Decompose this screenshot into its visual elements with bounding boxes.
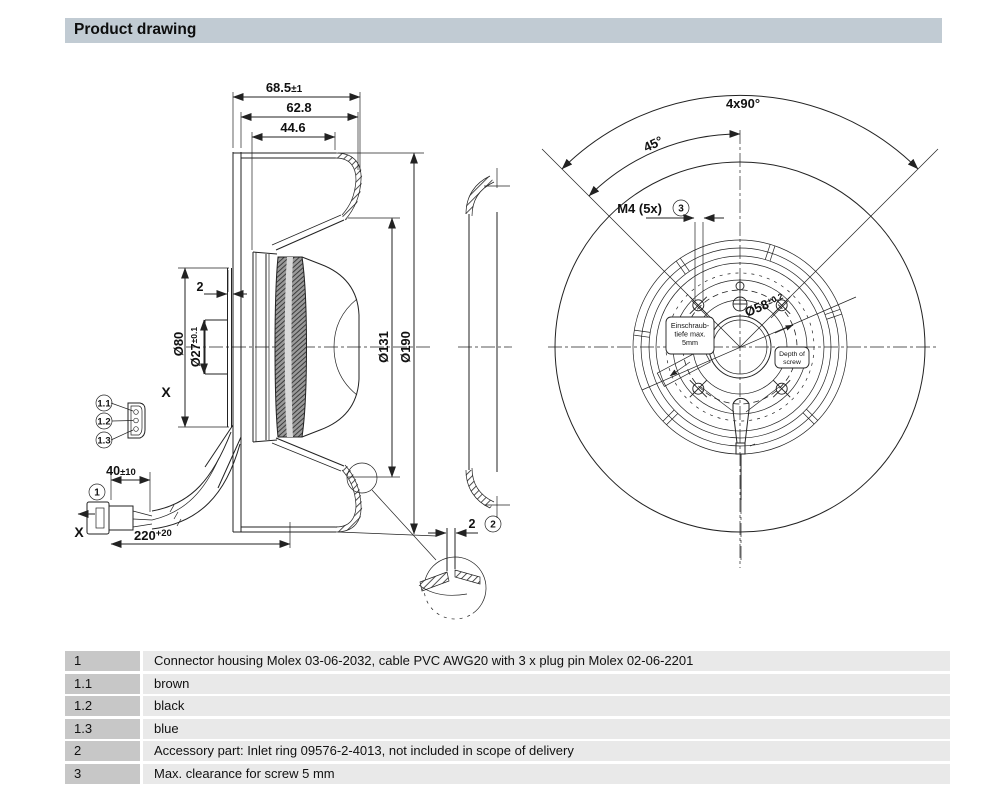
table-row xyxy=(65,764,950,784)
dim-45: 45° xyxy=(641,132,666,155)
dim-left-group xyxy=(171,268,247,427)
row-text: brown xyxy=(143,674,950,694)
row-text: Max. clearance for screw 5 mm xyxy=(143,764,950,784)
svg-text:3: 3 xyxy=(678,203,684,215)
detail-circle xyxy=(419,516,501,619)
dim-62.8: 62.8 xyxy=(286,100,312,115)
row-number: 1 xyxy=(65,651,140,671)
table-row xyxy=(65,741,950,761)
note-depth-of-screw xyxy=(775,347,809,368)
x-direction-label: X xyxy=(74,524,84,540)
page-title: Product drawing xyxy=(74,21,197,38)
front-view xyxy=(542,95,938,568)
row-number: 3 xyxy=(65,764,140,784)
row-text: Accessory part: Inlet ring 09576-2-4013, not included in scope of delivery xyxy=(143,741,950,761)
row-text: Connector housing Molex 03-06-2032, cable PVC AWG20 with 3 x plug pin Molex 02-06-2201 xyxy=(143,651,950,671)
dim-m4: M4 (5x) xyxy=(617,201,662,216)
connector-pin-detail xyxy=(96,384,171,448)
row-number: 2 xyxy=(65,741,140,761)
table-row xyxy=(65,651,950,671)
dim-2-plate: 2 xyxy=(196,280,204,294)
dim-d80: Ø80 xyxy=(171,331,186,357)
svg-text:5mm: 5mm xyxy=(682,338,698,347)
x-view-label: X xyxy=(161,384,171,400)
note-einschraub xyxy=(666,317,714,354)
dim-d131: Ø131 xyxy=(376,331,391,363)
cable-and-plug xyxy=(74,432,290,548)
svg-text:2: 2 xyxy=(490,519,496,531)
row-text: black xyxy=(143,696,950,716)
legend-table xyxy=(65,651,950,786)
product-drawing xyxy=(0,40,1000,660)
dim-d27: $Ø27^{\pm 0.1}$ xyxy=(189,326,203,368)
svg-text:1: 1 xyxy=(94,487,100,499)
row-number: 1.3 xyxy=(65,719,140,739)
svg-text:1.1: 1.1 xyxy=(97,398,111,410)
dim-4x90: 4x90° xyxy=(725,96,761,111)
svg-text:1.3: 1.3 xyxy=(97,435,111,447)
dim-44.6: 44.6 xyxy=(280,120,306,135)
screw-icon xyxy=(690,380,707,397)
table-row xyxy=(65,674,950,694)
table-row xyxy=(65,719,950,739)
dim-d58: $Ø58^{\pm 0.2}$ xyxy=(742,290,785,320)
cable-gland xyxy=(733,398,755,560)
svg-text:Depth of: Depth of xyxy=(779,351,805,358)
svg-text:screw: screw xyxy=(783,359,801,366)
screw-icon xyxy=(690,297,707,314)
dim-top-group xyxy=(233,80,360,250)
svg-text:1.2: 1.2 xyxy=(97,416,111,428)
dim-40: 40±10 xyxy=(106,464,136,478)
table-row xyxy=(65,696,950,716)
row-text: blue xyxy=(143,719,950,739)
screw-icon xyxy=(773,380,790,397)
dim-68.5: 68.5±1 xyxy=(265,80,303,95)
dim-2-detail: 2 xyxy=(468,517,476,531)
dim-220: $220^{+20}$ xyxy=(134,528,172,543)
row-number: 1.2 xyxy=(65,696,140,716)
dim-d190: Ø190 xyxy=(398,331,413,363)
row-number: 1.1 xyxy=(65,674,140,694)
inlet-ring-view xyxy=(458,168,512,518)
svg-text:Einschraub-: Einschraub- xyxy=(670,321,710,330)
svg-text:tiefe max.: tiefe max. xyxy=(674,329,706,339)
